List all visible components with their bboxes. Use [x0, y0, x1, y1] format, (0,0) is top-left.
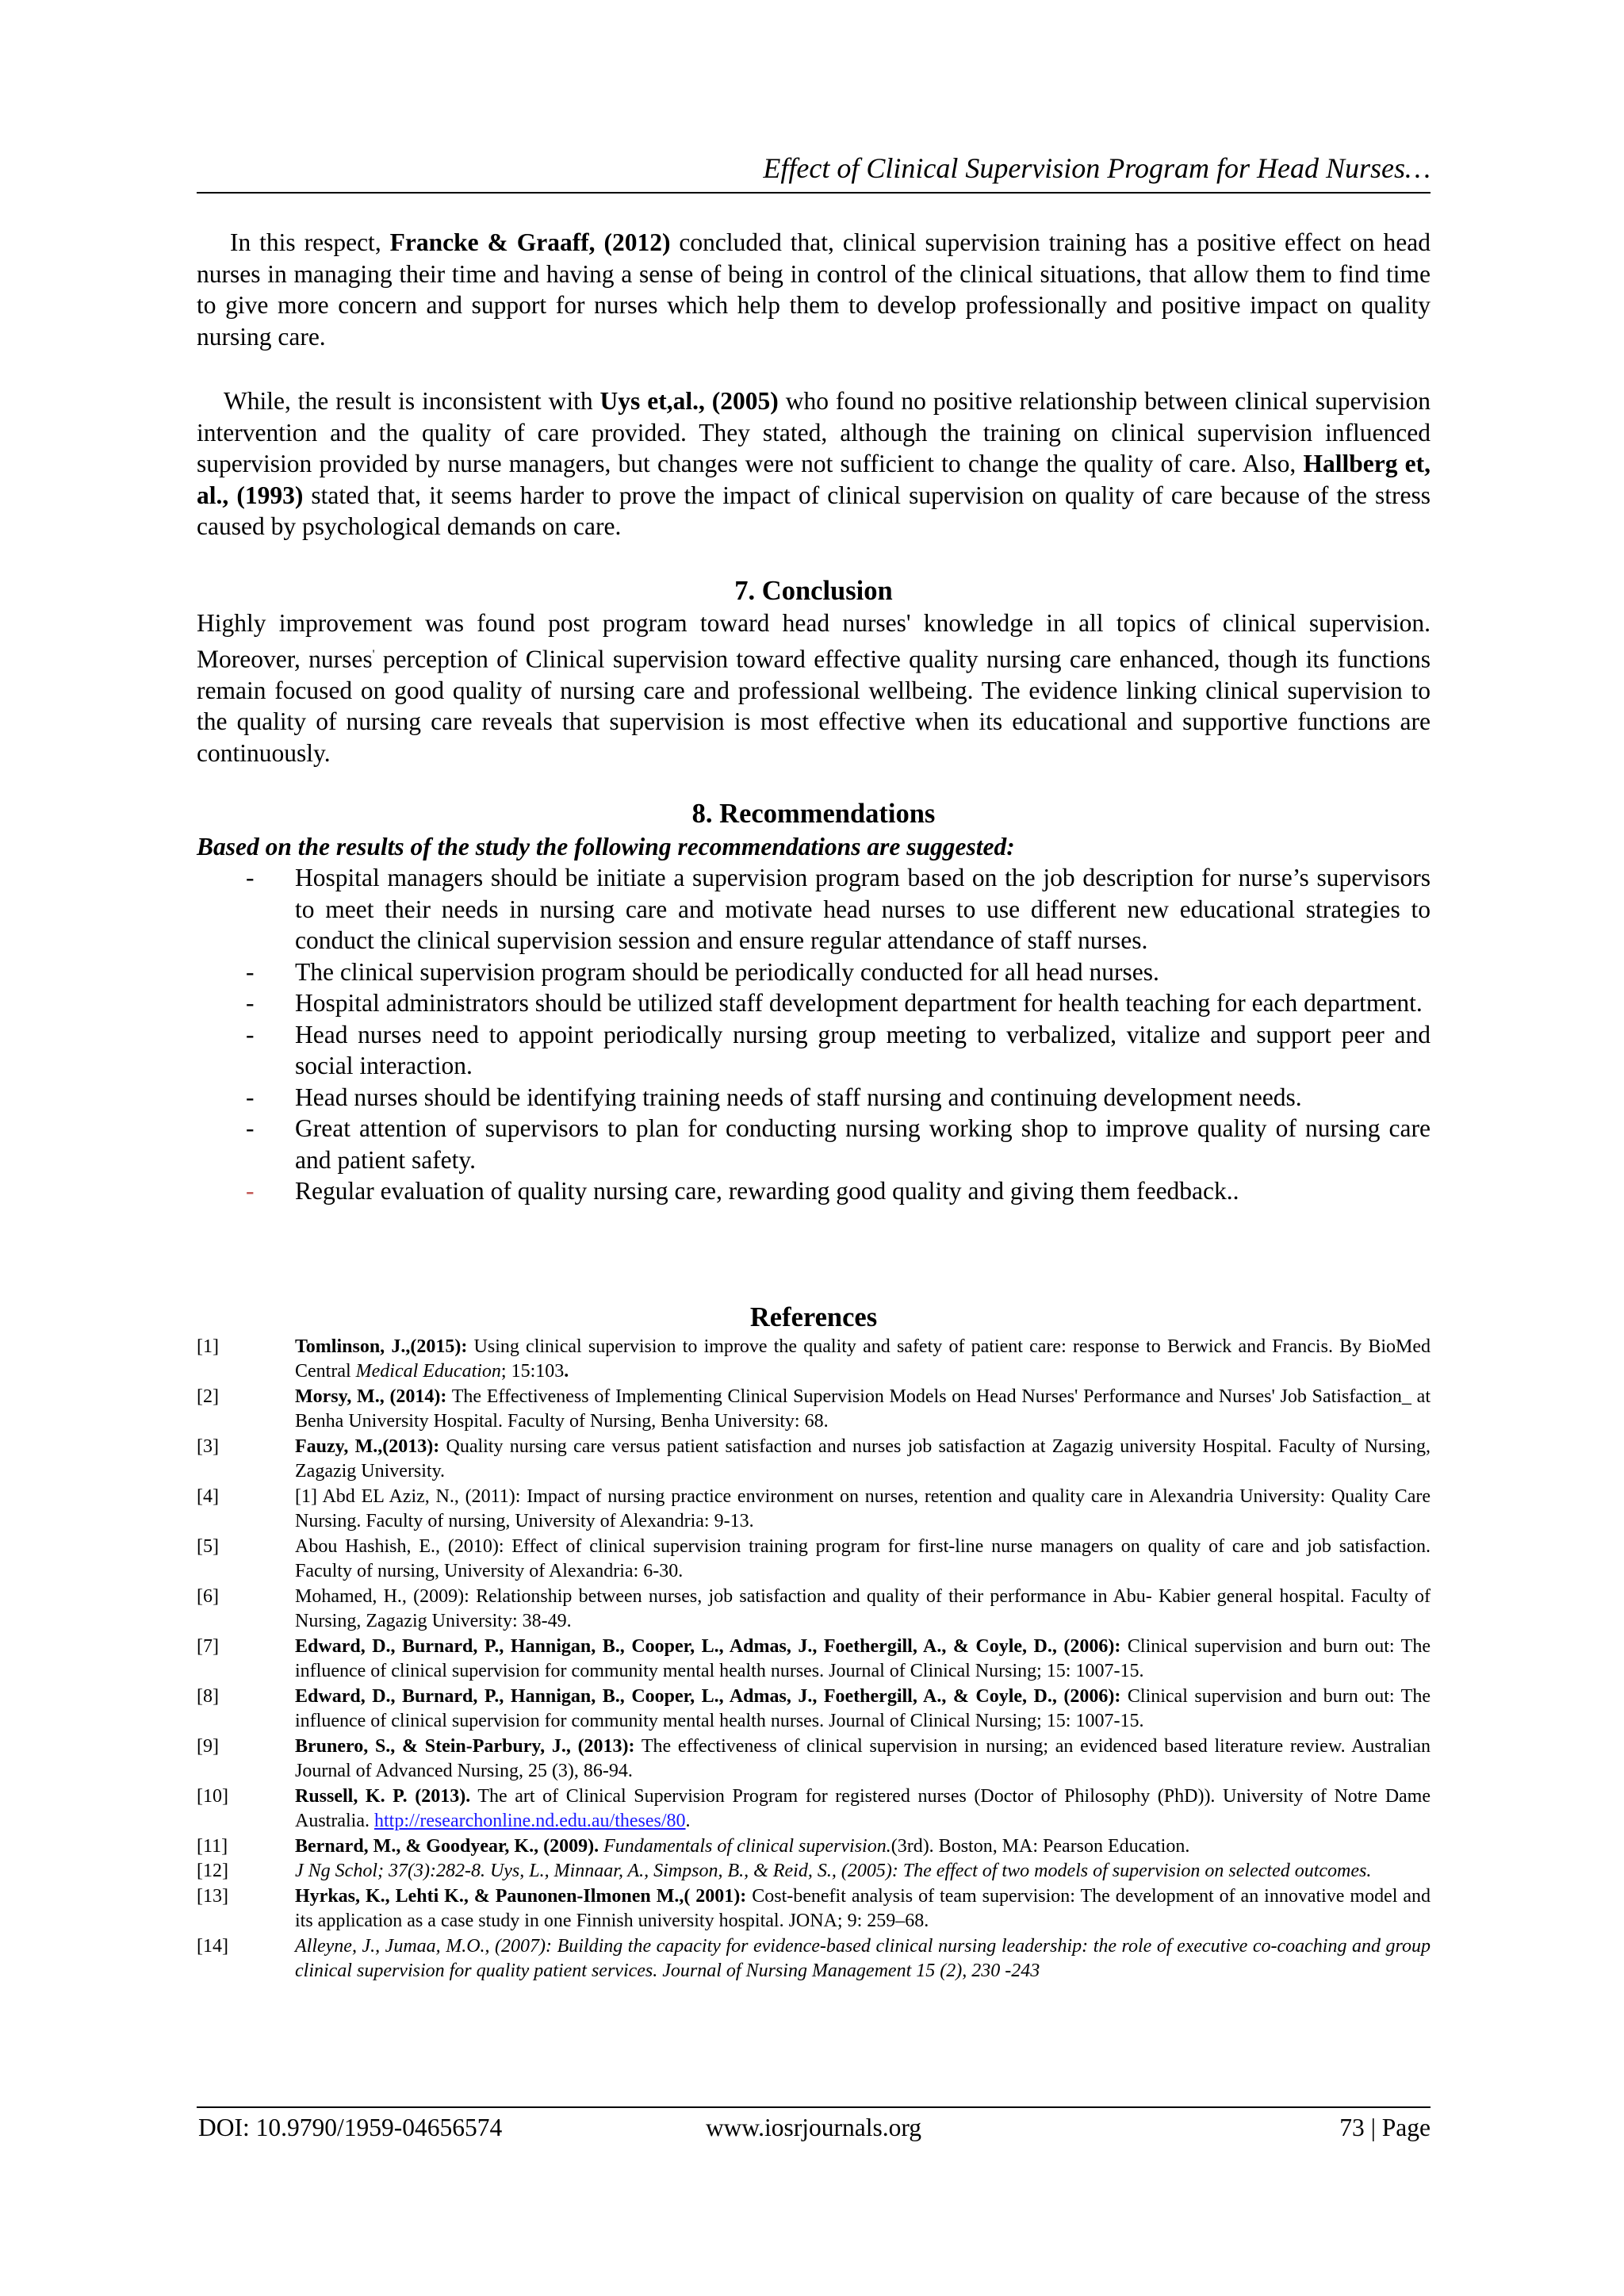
section-heading-recommendations: 8. Recommendations — [691, 799, 936, 829]
reference-text: Alleyne, J., Jumaa, M.O., (2007): Building the capacity for evidence-based clinical nursing leadership: the role of executive co-coaching and group clinical supervision for quality patient services. Journal of Nursing Management 15 (2), 230 -243 — [295, 1936, 1431, 1981]
reference-author: Fauzy, M.,(2013): — [295, 1436, 440, 1457]
reference-item — [197, 1435, 1431, 1484]
reference-item — [197, 1784, 1431, 1834]
footer-site: www.iosrjournals.org — [705, 2114, 922, 2141]
reference-author: Edward, D., Burnard, P., Hannigan, B., Cooper, L., Admas, J., Foethergill, A., & Coyle, D., (2006): — [295, 1636, 1121, 1657]
reference-number: [4] — [197, 1486, 219, 1507]
reference-number: [1] — [197, 1336, 219, 1357]
reference-item — [197, 1834, 1431, 1859]
text: In this respect, — [230, 228, 390, 256]
list-item-text: Head nurses need to appoint periodically nursing group meeting to verbalized, vitalize and support peer and social interaction. — [295, 1020, 1431, 1079]
reference-number: [8] — [197, 1686, 219, 1707]
reference-text: The art of Clinical Supervision Program for registered nurses (Doctor of Philosophy (PhD)). University of Notre Dame Australia. — [295, 1786, 1431, 1831]
reference-number: [3] — [197, 1436, 219, 1457]
reference-author: Morsy, M., (2014): — [295, 1386, 447, 1407]
references-list — [197, 1335, 1431, 1984]
text: concluded that, clinical supervision training has a positive effect on head nurses in managing their time and having a sense of being in control of the clinical situations, that allow them to find time to give more concern and support for nurses which help them to develop professionally and positive impact on quality nursing care. — [197, 228, 1431, 351]
reference-text: Mohamed, H., (2009): Relationship between nurses, job satisfaction and quality of their performance in Abu- Kabier general hospital. Faculty of Nursing, Zagazig University: 38-49. — [295, 1586, 1431, 1631]
footer-page-number: 73 | Page — [1339, 2114, 1431, 2141]
reference-text: . — [685, 1811, 691, 1831]
bullet-dash: - — [246, 864, 255, 891]
list-item — [197, 956, 1431, 988]
bullet-dash: - — [246, 957, 255, 986]
list-item — [197, 1082, 1431, 1114]
citation: Francke & Graaff, (2012) — [389, 228, 671, 256]
recommendations-intro: Based on the results of the study the following recommendations are suggested: — [197, 833, 1015, 861]
reference-item — [197, 1685, 1431, 1734]
discussion-paragraph-1 — [197, 227, 1431, 352]
text: who found no positive relationship between clinical supervision intervention and the quality of care provided. They stated, although the training on clinical supervision influenced supervision provided by nurse managers, but changes were not sufficient to change the quality of care. Also, — [197, 387, 1431, 477]
list-item — [197, 1019, 1431, 1082]
list-item — [197, 1113, 1431, 1175]
reference-text: Clinical supervision and burn out: The influence of clinical supervision for community mental health nurses. Journal of Clinical Nursing; 15: 1007-15. — [295, 1636, 1431, 1681]
running-header: Effect of Clinical Supervision Program for Head Nurses… — [763, 152, 1431, 184]
reference-author: Bernard, M., & Goodyear, K., (2009). — [295, 1836, 599, 1857]
reference-number: [9] — [197, 1736, 219, 1757]
reference-text: The effectiveness of clinical supervision in nursing; an evidenced based literature review. Australian Journal of Advanced Nursing, 25 (3), 86-94. — [295, 1736, 1431, 1781]
list-item — [197, 987, 1431, 1019]
reference-author: Brunero, S., & Stein-Parbury, J., (2013): — [295, 1736, 635, 1757]
reference-text: Abou Hashish, E., (2010): Effect of clinical supervision training program for first-line nurse managers on quality of care and job satisfaction. Faculty of nursing, University of Alexandria: 6-30. — [295, 1536, 1431, 1581]
bullet-dash: - — [246, 989, 255, 1017]
reference-number: [2] — [197, 1386, 219, 1407]
list-item-text: Hospital managers should be initiate a supervision program based on the job description for nurse’s supervisors to meet their needs in nursing care and motivate head nurses to use different new educational strategies to conduct the clinical supervision session and ensure regular attendance of staff nurses. — [295, 864, 1431, 954]
reference-item — [197, 1385, 1431, 1434]
reference-number: [13] — [197, 1886, 228, 1907]
reference-journal: Fundamentals of clinical supervision. — [599, 1836, 891, 1857]
reference-number: [14] — [197, 1936, 228, 1957]
reference-text: ; 15:103 — [500, 1361, 565, 1382]
reference-item — [197, 1585, 1431, 1634]
reference-author: Tomlinson, J.,(2015): — [295, 1336, 468, 1357]
reference-number: [7] — [197, 1636, 219, 1657]
text: perception of Clinical supervision toward effective quality nursing care enhanced, though its functions remain focused on good quality of nursing care and professional wellbeing. The evidence linking clinical supervision to the quality of nursing care reveals that supervision is most effective when its educational and supportive functions are continuously. — [197, 645, 1431, 767]
reference-item — [197, 1734, 1431, 1784]
reference-item — [197, 1535, 1431, 1584]
list-item — [197, 1175, 1431, 1207]
text: Highly improvement was found post program toward head nurses' knowledge in all topics of clinical supervision. Moreover, nurses — [197, 609, 1431, 673]
reference-text: Using clinical supervision to improve the quality and safety of patient care: response to Berwick and Francis. By BioMed Central — [295, 1336, 1431, 1382]
reference-item — [197, 1859, 1431, 1884]
reference-text: Clinical supervision and burn out: The influence of clinical supervision for community mental health nurses. Journal of Clinical Nursing; 15: 1007-15. — [295, 1686, 1431, 1731]
reference-number: [6] — [197, 1586, 219, 1607]
reference-text: (3rd). Boston, MA: Pearson Education. — [891, 1836, 1190, 1857]
reference-number: [11] — [197, 1836, 228, 1857]
journal-page — [197, 0, 1431, 2296]
citation: Hallberg et, al., (1993) — [197, 450, 1431, 509]
recommendations-list — [197, 862, 1431, 1207]
section-heading-conclusion: 7. Conclusion — [734, 576, 893, 606]
reference-item — [197, 1635, 1431, 1684]
reference-text: [1] Abd EL Aziz, N., (2011): Impact of nursing practice environment on nurses, retention and quality care in Alexandria University: Quality Care Nursing. Faculty of nursing, University of Alexandria: 9-13. — [295, 1486, 1431, 1531]
list-item-text: Great attention of supervisors to plan for conducting nursing working shop to improve quality of nursing care and patient safety. — [295, 1114, 1431, 1174]
footer-rule — [197, 2106, 1431, 2108]
bullet-dash: - — [246, 1083, 255, 1111]
reference-author: Hyrkas, K., Lehti K., & Paunonen-Ilmonen M.,( 2001): — [295, 1886, 747, 1907]
text: stated that, it seems harder to prove the impact of clinical supervision on quality of care because of the stress caused by psychological demands on care. — [197, 481, 1431, 540]
reference-item — [197, 1335, 1431, 1384]
reference-number: [5] — [197, 1536, 219, 1557]
list-item-text: Hospital administrators should be utilized staff development department for health teaching for each department. — [295, 989, 1423, 1017]
list-item-text: Regular evaluation of quality nursing care, rewarding good quality and giving them feedback.. — [295, 1177, 1239, 1205]
bullet-dash: - — [246, 1020, 255, 1048]
reference-link[interactable]: http://researchonline.nd.edu.au/theses/80 — [373, 1811, 686, 1831]
reference-number: [10] — [197, 1786, 228, 1807]
footer-doi: DOI: 10.9790/1959-04656574 — [198, 2114, 503, 2141]
reference-author: Russell, K. P. (2013). — [295, 1786, 471, 1807]
reference-author: Edward, D., Burnard, P., Hannigan, B., Cooper, L., Admas, J., Foethergill, A., & Coyle, D., (2006): — [295, 1686, 1121, 1707]
list-item-text: The clinical supervision program should be periodically conducted for all head nurses. — [295, 957, 1159, 986]
reference-item — [197, 1934, 1431, 1984]
text: ' — [372, 647, 375, 661]
reference-number: [12] — [197, 1861, 228, 1881]
list-item — [197, 862, 1431, 956]
header-rule — [197, 192, 1431, 194]
reference-text: The Effectiveness of Implementing Clinical Supervision Models on Head Nurses' Performance and Nurses' Job Satisfaction_ at Benha University Hospital. Faculty of Nursing, Benha University: 68. — [295, 1386, 1431, 1432]
text: While, the result is inconsistent with — [224, 387, 600, 415]
conclusion-paragraph — [197, 608, 1431, 769]
bullet-dash: - — [246, 1114, 255, 1142]
reference-text: Cost-benefit analysis of team supervision: The development of an innovative model and its application as a case study in one Finnish university hospital. JONA; 9: 259–68. — [295, 1886, 1431, 1931]
reference-journal: Medical Education — [355, 1361, 501, 1382]
reference-text: . — [564, 1361, 569, 1382]
reference-item — [197, 1485, 1431, 1534]
reference-text: Quality nursing care versus patient satisfaction and nurses job satisfaction at Zagazig university Hospital. Faculty of Nursing, Zagazig University. — [295, 1436, 1431, 1481]
citation: Uys et,al., (2005) — [599, 387, 779, 415]
list-item-text: Head nurses should be identifying training needs of staff nursing and continuing development needs. — [295, 1083, 1302, 1111]
section-heading-references: References — [749, 1302, 878, 1332]
reference-item — [197, 1884, 1431, 1934]
reference-text: J Ng Schol; 37(3):282-8. Uys, L., Minnaar, A., Simpson, B., & Reid, S., (2005): The effect of two models of supervision on selected outcomes. — [295, 1861, 1372, 1881]
discussion-paragraph-2 — [197, 385, 1431, 542]
bullet-dash: - — [246, 1177, 255, 1205]
